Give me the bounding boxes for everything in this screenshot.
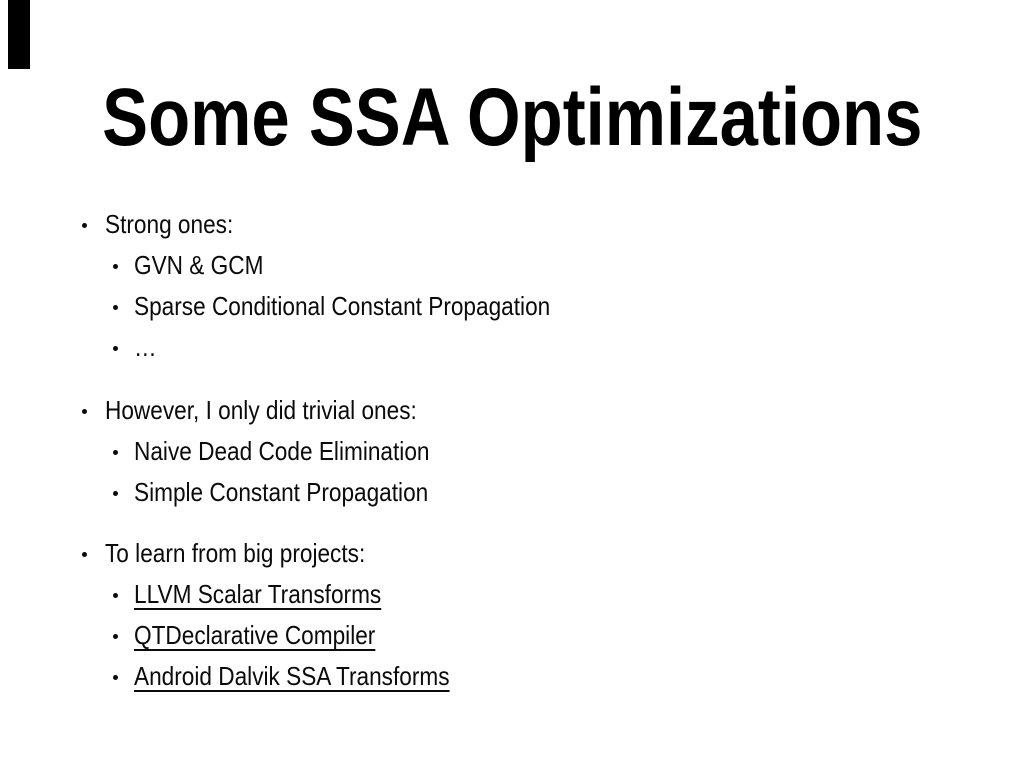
bullet-icon	[113, 675, 118, 680]
bullet-icon	[113, 634, 118, 639]
bullet-icon	[113, 593, 118, 598]
link-llvm-scalar-transforms[interactable]: LLVM Scalar Transforms	[134, 579, 382, 609]
link-qtdeclarative-compiler[interactable]: QTDeclarative Compiler	[134, 620, 376, 650]
bullet-icon	[113, 346, 118, 351]
bullet-subitem	[113, 472, 612, 513]
bullet-group-big-projects	[82, 533, 612, 697]
bullet-text: Strong ones:	[105, 209, 234, 239]
bullet-subitem	[113, 327, 612, 368]
bullet-icon	[113, 264, 118, 269]
bullet-subitem	[113, 245, 612, 286]
bullet-text: GVN & GCM	[134, 250, 264, 280]
bullet-subitem	[113, 656, 612, 697]
bullet-list	[82, 204, 612, 697]
bullet-icon	[82, 409, 87, 414]
bullet-text: Simple Constant Propagation	[134, 477, 429, 507]
bullet-item	[82, 533, 612, 574]
bullet-icon	[82, 223, 87, 228]
bullet-text: Naive Dead Code Elimination	[134, 436, 430, 466]
bullet-item	[82, 390, 612, 431]
slide-title	[0, 72, 1024, 163]
bullet-subitem	[113, 286, 612, 327]
bullet-subitem	[113, 615, 612, 656]
corner-mark	[8, 0, 30, 69]
bullet-group-trivial-ones	[82, 390, 612, 513]
bullet-text: However, I only did trivial ones:	[105, 395, 417, 425]
bullet-icon	[113, 491, 118, 496]
bullet-group-strong-ones	[82, 204, 612, 368]
bullet-icon	[113, 450, 118, 455]
bullet-subitem	[113, 574, 612, 615]
bullet-subitem	[113, 431, 612, 472]
bullet-item	[82, 204, 612, 245]
link-android-dalvik-ssa-transforms[interactable]: Android Dalvik SSA Transforms	[134, 661, 450, 691]
bullet-icon	[113, 305, 118, 310]
bullet-text: Sparse Conditional Constant Propagation	[134, 291, 551, 321]
slide-title-text: Some SSA Optimizations	[101, 72, 923, 163]
bullet-icon	[82, 552, 87, 557]
bullet-text: To learn from big projects:	[105, 538, 366, 568]
bullet-text: …	[134, 332, 157, 362]
